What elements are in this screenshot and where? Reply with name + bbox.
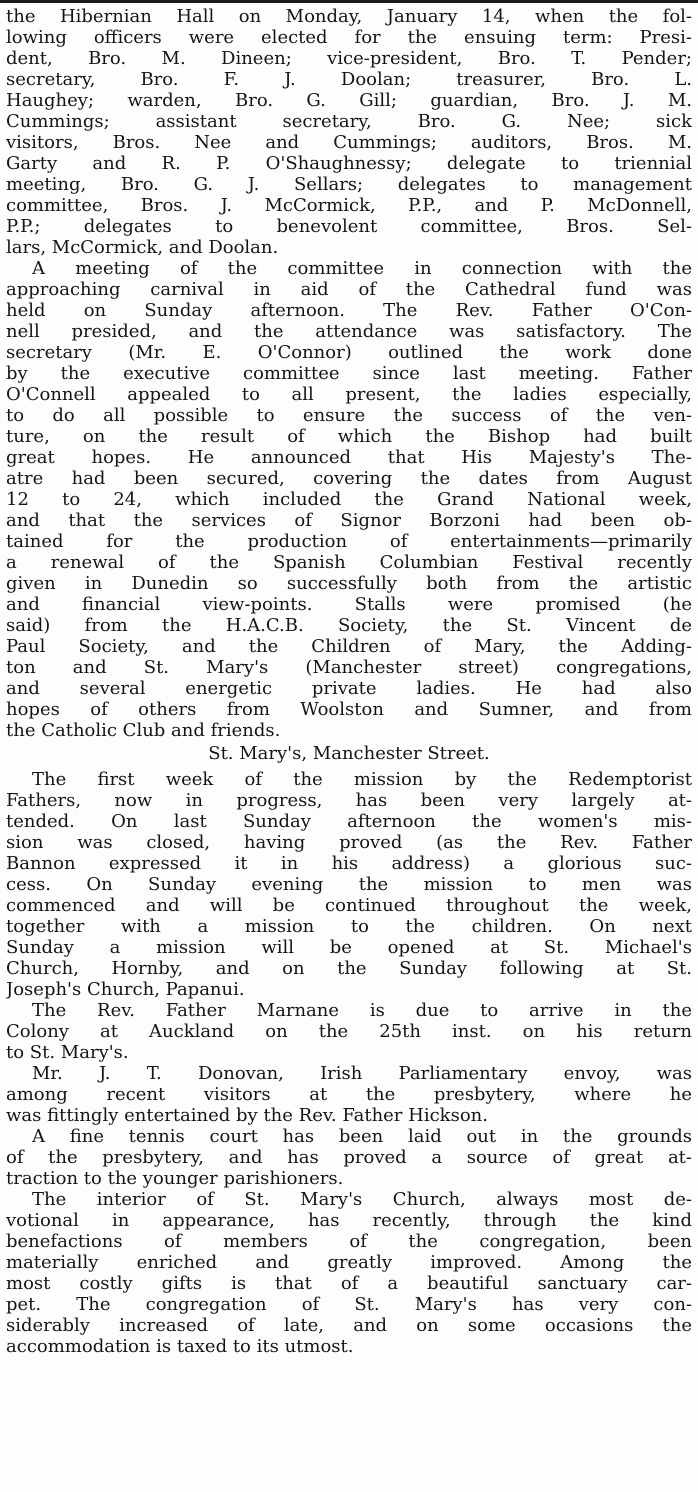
text-line: great hopes. He announced that His Majesty's The- — [6, 447, 692, 468]
text-line: hopes of others from Woolston and Sumner, and from — [6, 699, 692, 720]
text-line: Haughey; warden, Bro. G. Gill; guardian, Bro. J. M. — [6, 90, 692, 111]
text-line: lowing officers were elected for the ensuing term: Presi- — [6, 27, 692, 48]
text-line: P.P.; delegates to benevolent committee, Bros. Sel- — [6, 216, 692, 237]
paragraph-father-marnane — [6, 1000, 692, 1063]
paragraph-church-interior — [6, 1189, 692, 1357]
paragraph-hibernian-officers — [6, 6, 692, 258]
text-line: ton and St. Mary's (Manchester street) congregations, — [6, 657, 692, 678]
text-line: ture, on the result of which the Bishop had built — [6, 426, 692, 447]
text-line: Fathers, now in progress, has been very largely at- — [6, 790, 692, 811]
text-line: The Rev. Father Marnane is due to arrive in the — [32, 1000, 692, 1021]
text-line: committee, Bros. J. McCormick, P.P., and P. McDonnell, — [6, 195, 692, 216]
article-column — [6, 6, 692, 1357]
text-line: materially enriched and greatly improved. Among the — [6, 1252, 692, 1273]
text-line: and financial view-points. Stalls were promised (he — [6, 594, 692, 615]
text-line: said) from the H.A.C.B. Society, the St. Vincent de — [6, 615, 692, 636]
text-line: atre had been secured, covering the dates from August — [6, 468, 692, 489]
text-line: accommodation is taxed to its utmost. — [6, 1336, 354, 1357]
text-line: meeting, Bro. G. J. Sellars; delegates to management — [6, 174, 692, 195]
text-line: a renewal of the Spanish Columbian Festival recently — [6, 552, 692, 573]
text-line: tained for the production of entertainments—primarily — [6, 531, 692, 552]
column-top-rule — [0, 0, 698, 3]
text-line: among recent visitors at the presbytery, where he — [6, 1084, 692, 1105]
text-line: the Catholic Club and friends. — [6, 720, 281, 741]
text-line: commenced and will be continued throughout the week, — [6, 895, 692, 916]
text-line: and that the services of Signor Borzoni had been ob- — [6, 510, 692, 531]
text-line: most costly gifts is that of a beautiful sanctuary car- — [6, 1273, 692, 1294]
text-line: Church, Hornby, and on the Sunday following at St. — [6, 958, 692, 979]
text-line: Cummings; assistant secretary, Bro. G. Nee; sick — [6, 111, 692, 132]
text-line: lars, McCormick, and Doolan. — [6, 237, 279, 258]
paragraph-mission — [6, 769, 692, 1000]
text-line: A meeting of the committee in connection with the — [32, 258, 692, 279]
text-line: 12 to 24, which included the Grand National week, — [6, 489, 692, 510]
text-line: tended. On last Sunday afternoon the women's mis- — [6, 811, 692, 832]
text-line: given in Dunedin so successfully both from the artistic — [6, 573, 692, 594]
text-line: Joseph's Church, Papanui. — [6, 979, 245, 1000]
text-line: The interior of St. Mary's Church, always most de- — [32, 1189, 692, 1210]
text-line: Sunday a mission will be opened at St. Michael's — [6, 937, 692, 958]
text-line: Garty and R. P. O'Shaughnessy; delegate to triennial — [6, 153, 692, 174]
text-line: benefactions of members of the congregation, been — [6, 1231, 692, 1252]
text-line: Mr. J. T. Donovan, Irish Parliamentary envoy, was — [32, 1063, 692, 1084]
text-line: visitors, Bros. Nee and Cummings; auditors, Bros. M. — [6, 132, 692, 153]
text-line: dent, Bro. M. Dineen; vice-president, Bro. T. Pender; — [6, 48, 692, 69]
paragraph-donovan-visit — [6, 1063, 692, 1126]
text-line: pet. The congregation of St. Mary's has very con- — [6, 1294, 692, 1315]
text-line: was fittingly entertained by the Rev. Father Hickson. — [6, 1105, 488, 1126]
text-line: traction to the younger parishioners. — [6, 1168, 344, 1189]
section-heading: St. Mary's, Manchester Street. — [208, 743, 490, 764]
text-line: to St. Mary's. — [6, 1042, 129, 1063]
text-line: cess. On Sunday evening the mission to men was — [6, 874, 692, 895]
text-line: held on Sunday afternoon. The Rev. Father O'Con- — [6, 300, 692, 321]
text-line: O'Connell appealed to all present, the ladies especially, — [6, 384, 692, 405]
paragraph-carnival-meeting — [6, 258, 692, 741]
text-line: approaching carnival in aid of the Cathedral fund was — [6, 279, 692, 300]
text-line: to do all possible to ensure the success of the ven- — [6, 405, 692, 426]
text-line: the Hibernian Hall on Monday, January 14, when the fol- — [6, 6, 692, 27]
paragraph-tennis-court — [6, 1126, 692, 1189]
text-line: Colony at Auckland on the 25th inst. on his return — [6, 1021, 692, 1042]
text-line: secretary, Bro. F. J. Doolan; treasurer, Bro. L. — [6, 69, 692, 90]
text-line: by the executive committee since last meeting. Father — [6, 363, 692, 384]
text-line: nell presided, and the attendance was satisfactory. The — [6, 321, 692, 342]
text-line: of the presbytery, and has proved a source of great at- — [6, 1147, 692, 1168]
text-line: together with a mission to the children. On next — [6, 916, 692, 937]
text-line: Paul Society, and the Children of Mary, the Adding- — [6, 636, 692, 657]
text-line: Bannon expressed it in his address) a glorious suc- — [6, 853, 692, 874]
text-line: votional in appearance, has recently, through the kind — [6, 1210, 692, 1231]
text-line: The first week of the mission by the Redemptorist — [32, 769, 692, 790]
text-line: A fine tennis court has been laid out in the grounds — [32, 1126, 692, 1147]
text-line: secretary (Mr. E. O'Connor) outlined the work done — [6, 342, 692, 363]
text-line: sion was closed, having proved (as the Rev. Father — [6, 832, 692, 853]
text-line: siderably increased of late, and on some occasions the — [6, 1315, 692, 1336]
text-line: and several energetic private ladies. He had also — [6, 678, 692, 699]
